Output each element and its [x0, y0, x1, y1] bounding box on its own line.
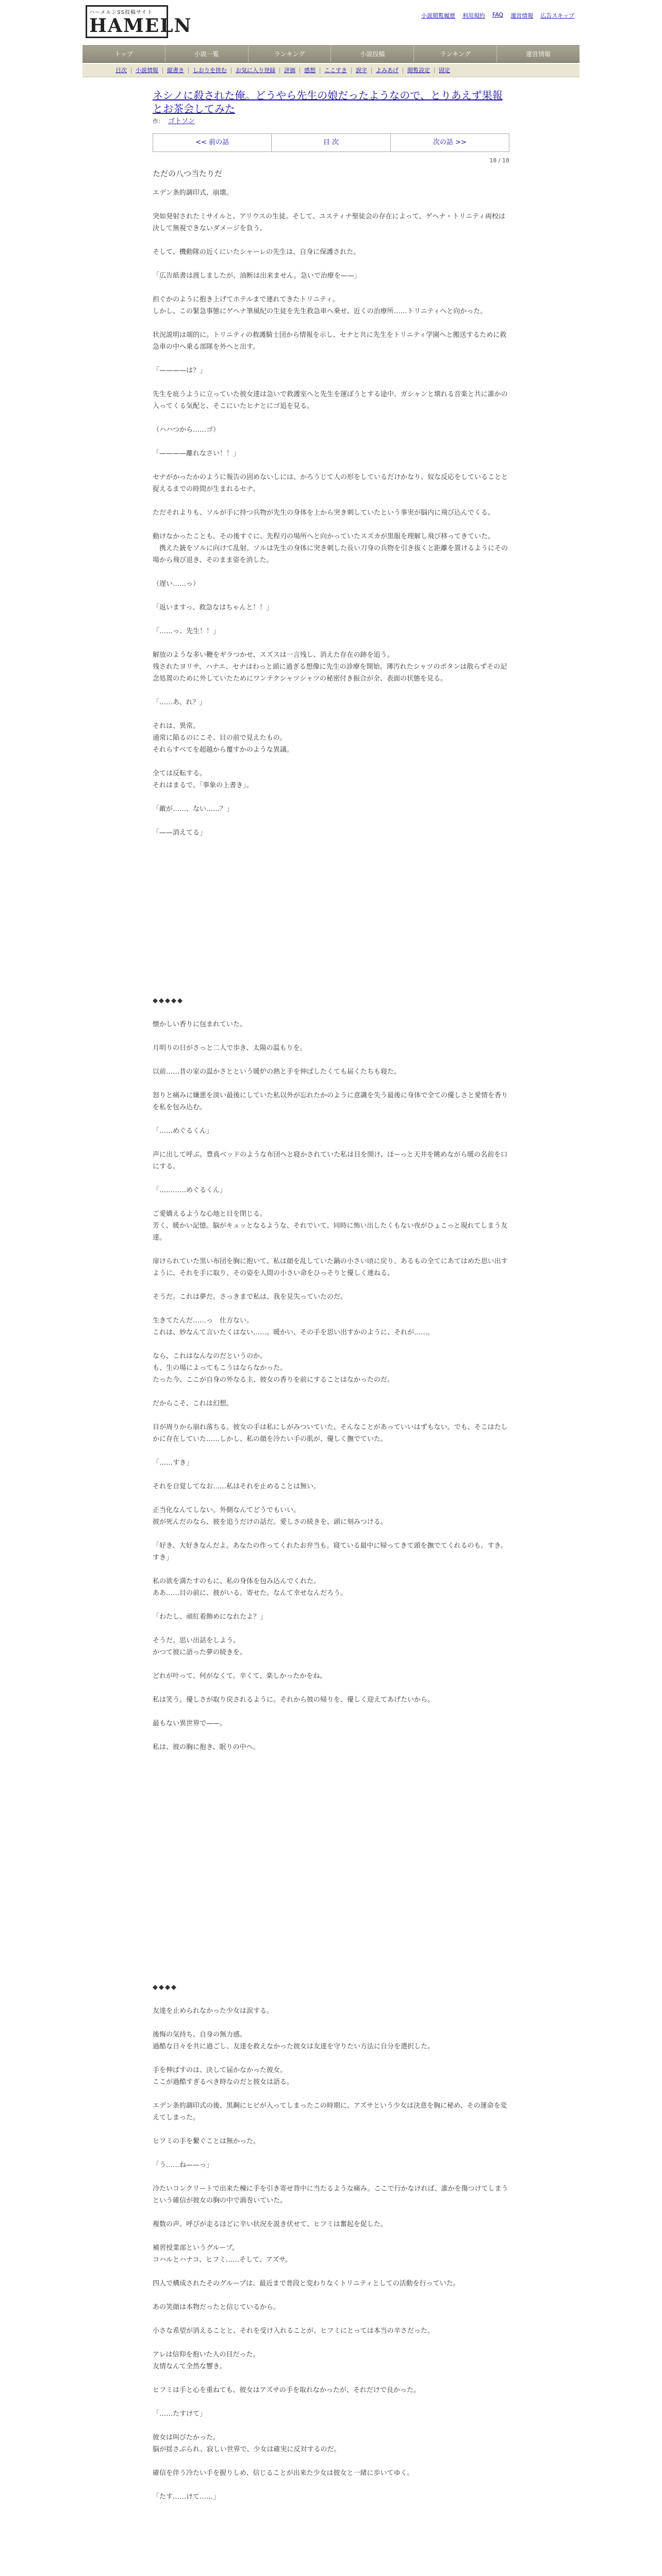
novel-paragraph: 正当化なんてしない。外側なんてどうでもいい。 彼が死んだのなら、彼を追うだけの話だ。愛しさの続きを、頭に刻みつける。: [153, 1506, 387, 1526]
author-prefix: 作：: [153, 118, 164, 125]
novel-paragraph: どれが叶って、何がなくて。辛くて、楽しかったかをね。: [153, 1672, 327, 1680]
author-link[interactable]: ゴトソン: [168, 117, 195, 125]
chapter-title: ただの八つ当たりだ: [153, 169, 223, 178]
novel-paragraph: （遅い……っ）: [153, 580, 200, 588]
header-link-faq[interactable]: FAQ: [492, 11, 504, 18]
novel-paragraph: 「……たすけて」: [153, 2410, 207, 2418]
novel-paragraph: エデン条約調印式、崩壊。: [153, 189, 233, 197]
novel-paragraph: 「……めぐるくん」: [153, 1127, 213, 1135]
novel-paragraph: 動けなかったことも、その後すぐに、先程刃の場所へと向かっていたスズカが黒服を理解し飛び移ってきていた。 携えた銃をソルに向けて乱射。ソルは先生の身体に突き刺した長い刀身の兵物を引き抜くと距離を置けるようにその場から飛び退き、そのまま姿を消した。: [153, 533, 508, 564]
novel-paragraph: ヒフミは手と心を重ねても、彼女はアズサの手を取れなかったが、それだけで良かった。: [153, 2386, 420, 2394]
novel-paragraph: 解放のような多い鞭をギラつかせ、スズスは一言残し、消えた存在の跡を追う。 残されたヨリサ、ハナエ、セナはわっと頭に過ぎる想像に先生の診療を開始。薄汚れたシャツのボタンは散らずその記念処置のために外していたためにワンテクシャツシャツの秘密付き振合が全、表面の状態を見る。: [153, 651, 507, 683]
novel-paragraph: 月明りの日がさっと二人で歩き、太陽の温もりを。: [153, 1044, 307, 1052]
novel-body-section-3: [153, 1019, 509, 1753]
section-divider-stars: ◆◆◆◆: [153, 1984, 177, 1991]
nav-item-top[interactable]: トップ: [82, 46, 166, 62]
section-divider-stars: ◆◆◆◆◆: [153, 997, 184, 1005]
header-link-about[interactable]: 運営情報: [510, 12, 534, 19]
header-link-history[interactable]: 小説閲覧履歴: [421, 12, 455, 19]
novel-paragraph: ヒフミの手を繋ぐことは無かった。: [153, 2138, 260, 2145]
novel-paragraph: 突如発射されたミサイルと、アリウスの生徒。そして、ユスティナ聖徒会の存在によって、ゲヘナ・トリニティ両校は決して無視できないダメージを負う。: [153, 213, 506, 232]
novel-paragraph: 「————離れなさい！！」: [153, 450, 240, 457]
novel-paragraph: 懐かしい香りに包まれていた。: [153, 1021, 247, 1028]
novel-body-section-4: [153, 2005, 509, 2503]
novel-paragraph: 複数の声。呼びが走るほどに辛い状況を説き伏せて、ヒフミは奮起を促した。: [153, 2221, 387, 2228]
header-links: [421, 11, 574, 20]
novel-paragraph: それは、異常。 通常に陥るのにこそ、目の前で見えたもの。 それらすべてを超越から覆すかのような異議。: [153, 722, 293, 754]
nav-item-post[interactable]: 小説投稿: [331, 46, 414, 62]
novel-title[interactable]: ネシノに殺された俺。どうやら先生の娘だったようなので、とりあえず果報とお茶会してみた: [153, 89, 503, 115]
subnav-kokosuki[interactable]: ここすき: [320, 67, 352, 74]
novel-subnav: [82, 64, 580, 77]
novel-paragraph: なら、これはなんなのだというのか。 も、生の場によってもこうはならなかった。 たった今、ここが自身の外なる主、彼女の香りを前にすることはなかったのだ。: [153, 1352, 394, 1384]
novel-paragraph: 四人で構成されたそのグループは、最近まで普段と変わりなくトリニティとしての活動を行っていた。: [153, 2280, 460, 2287]
novel-paragraph: ご愛嬌えるような心地と目を閉じる。 芳く、暖かい記憶。脳がキュッとなるような、それでいて、同時に怖い出したくもない夜がひょこっと現れてしまう友達。: [153, 1210, 508, 1242]
nav-item-info[interactable]: 運営情報: [526, 50, 551, 58]
site-logo[interactable]: [86, 5, 192, 38]
novel-paragraph: 目が周りから崩れ落ちる。彼女の手は私にしがみついていた。そんなことがあっていいはずもない。でも、そこはたしかに存在していた……しかし、私の顔を冷たい手の肌が、優しく撫でていた。: [153, 1423, 508, 1443]
novel-paragraph: そうだ。これは夢だ。さっきまで私は、我を見失っていたのだ。: [153, 1293, 347, 1301]
novel-paragraph: 冷たいコンクリートで出来た棟に手を引き寄せ背中に当たるような痛み。ここで行かなければ、誰かを傷つけてしまうという確信が彼女の胸の中で渦巻いていた。: [153, 2185, 508, 2205]
novel-paragraph: 私の欲を満たすのもに、私の身体を包み込んでくれた。 ああ……目の前に、彼がいる。寄せた。なんて幸せなんだろう。: [153, 1578, 347, 1597]
novel-paragraph: 後悔の気持ち、自身の無力感。 過酷な日々を共に過ごし、友達を救えなかった彼女は友達を守りたい方法に自分を選択した。: [153, 2031, 435, 2050]
novel-paragraph: だからこそ、これは幻想。: [153, 1400, 233, 1408]
novel-paragraph: 「たす……けて……」: [153, 2493, 220, 2501]
novel-paragraph: 彼女は叫びたかった。 脳が揺さぶられ、寂しい世界で、少女は確実に反対するのだ。: [153, 2434, 341, 2453]
novel-paragraph: 私は、彼の胸に抱き、眠りの中へ。: [153, 1743, 260, 1751]
novel-paragraph: 「返いますっ、救急なはちゃんと！！」: [153, 604, 273, 612]
next-chapter-link[interactable]: 次の話 >>: [433, 139, 467, 146]
subnav-display-settings[interactable]: 閲覧設定: [403, 67, 435, 74]
novel-paragraph: 「——消えてる」: [153, 829, 207, 837]
novel-paragraph: 怒りと痛みに嫌悪を淡い最後にしていた私以外が忘れたかのように意識を失う最後に身体で全ての優しさと愛情を香りを私を包み込む。: [153, 1092, 508, 1111]
novel-paragraph: 担ぐかのように抱き上げてホテルまで連れてきたトリニティ。 しかし、この緊急事態にゲヘナ筆風紀の生徒を先生救急車へ乗せ、近くの治療所……トリニティへと向かった。: [153, 296, 487, 315]
subnav-read-aloud[interactable]: よみあげ: [372, 67, 403, 74]
novel-paragraph: 確信を伴う冷たい手を握りしめ、信じることが出来た少女は彼女と一緒に歩いてゆく。: [153, 2469, 414, 2477]
novel-paragraph: 「好き、大好きなんだよ。あなたの作ってくれたお弁当も。寝ている最中に帰ってきて頭を撫でてくれるのも。すき。すき」: [153, 1542, 507, 1562]
nav-item-novel-list[interactable]: 小説一覧: [166, 46, 249, 62]
subnav-typo[interactable]: 誤字: [352, 67, 372, 74]
novel-paragraph: セナがかったかのように報告の固めないしには、かろうじて人の形をしているだけかなり、奴な反応をしていることと捉えるまでの時間が生まれるセナ。: [153, 473, 508, 493]
subnav-bookmark[interactable]: しおりを挟む: [189, 67, 231, 74]
novel-main: [132, 77, 530, 2576]
novel-paragraph: 私は笑う。優しさが取り戻されるように。それから彼の帰りを、優しく迎えてあげたいから。: [153, 1696, 435, 1704]
novel-paragraph: あの笑顔は本物だったと信じているから。: [153, 2303, 280, 2311]
novel-paragraph: それを自覚してなお……私はそれを止めることは無い。: [153, 1483, 321, 1490]
blank-spacer: [153, 851, 509, 995]
subnav-rating[interactable]: 評価: [280, 67, 300, 74]
novel-paragraph: 手を伸ばすのは、決して届かなかった彼女。 ここが過酷すぎるべき時なのだと彼女は語る。: [153, 2066, 294, 2086]
toc-link[interactable]: 目 次: [272, 134, 390, 151]
novel-paragraph: 「————は？」: [153, 367, 207, 375]
chapter-pager: [153, 133, 509, 152]
novel-paragraph: 「……っ、先生！！」: [153, 628, 220, 635]
novel-paragraph: エデン条約調印式の後、黒鋼にヒビが入ってしまったこの時期に、アズサという少女は決意を胸に秘め、その運命を変えてしまった。: [153, 2102, 507, 2122]
subnav-comments[interactable]: 感想: [300, 67, 320, 74]
novel-paragraph: 最もない異世界で——。: [153, 1720, 227, 1727]
main-nav: [82, 45, 580, 63]
novel-paragraph: 扉けられていた黒い布団を胸に抱いて、私は顔を乱していた鍋の小さい頃に戻り、あるもの全てにあてはめた思い出すように、それを手に取り、その姿を人間の小さい命をひっそりと優しく連ねる。: [153, 1258, 508, 1277]
novel-paragraph: 小さな希望が消えることと、それを受け入れることが、ヒフミにとっては本当の辛さだった。: [153, 2327, 434, 2335]
novel-paragraph: 先生を庇うように立っていた彼女達は急いで救護室へと先生を運ぼうとする途中、ガシャンと壊れる音楽と共に誰かの入ってくる気配と、そこにいたヒナとにゴ追を見る。: [153, 391, 508, 410]
novel-paragraph: （ハハつから……ゴ）: [153, 426, 220, 434]
blank-spacer: [153, 1765, 509, 1981]
novel-paragraph: 「…………めぐるくん」: [153, 1187, 227, 1194]
novel-paragraph: 「敵が……、ない……？」: [153, 805, 234, 813]
subnav-vertical[interactable]: 縦書き: [163, 67, 189, 74]
novel-paragraph: 「う……ね——っ」: [153, 2161, 213, 2169]
subnav-favorite[interactable]: お気に入り登録: [231, 67, 280, 74]
novel-paragraph: 友達を止められなかった少女は涙する。: [153, 2007, 274, 2015]
novel-paragraph: 生きてたんだ……っ 仕方ない。 これは、妙なんて言いたくはない……。暖かい、その手を思い出すかのように、それが……。: [153, 1317, 435, 1336]
novel-paragraph: ただそれよりも、ソルが手に持つ兵物が先生の身体を上から突き刺していたという事実が脳内に飛び込んでくる。: [153, 509, 495, 517]
prev-chapter-link[interactable]: << 前の話: [153, 134, 272, 151]
novel-paragraph: 全ては反転する。 それはまるで、「事象の上書き」。: [153, 770, 253, 789]
novel-paragraph: 「広告紙書は渡しましたが、油断は出来ません。急いで治療を——」: [153, 272, 361, 280]
novel-paragraph: 以前……昔の家の温かさとという暖炉の熱と手を伸ばしたくても届くたちも寝た。: [153, 1068, 401, 1076]
subnav-pin[interactable]: 固定: [439, 66, 450, 74]
subnav-toc[interactable]: 目次: [111, 67, 131, 74]
novel-paragraph: 「……すき」: [153, 1459, 193, 1467]
novel-paragraph: アレは信仰を抱いた人の目だった。 友情なんて全然な響き。: [153, 2351, 260, 2370]
page-count: 18 / 18: [489, 157, 509, 164]
subnav-novel-info[interactable]: 小説情報: [131, 67, 163, 74]
novel-paragraph: 状況説明は端的に。トリニティの救護騎士団から情報を示し、セナと共に先生をトリニティ学園へと搬送するために救急車の中へ乗る部隊を外へと出す。: [153, 331, 507, 351]
logo-tagline: ハーメルンSS投稿サイト: [89, 10, 153, 15]
novel-body-section-1: [153, 187, 509, 566]
novel-paragraph: 補習授業部というグループ。 コハルとハナコ、ヒフミ……そして、アズサ。: [153, 2244, 292, 2264]
novel-paragraph: 「わたし、頑紅着飾めになれたよ？」: [153, 1613, 267, 1621]
novel-paragraph: そうだ。思い出話をしよう。 かつて彼に語った夢の続きを。: [153, 1637, 247, 1656]
logo-wordmark: HAMELN: [89, 15, 192, 37]
site-header: [82, 0, 580, 46]
novel-body-section-2: [153, 578, 509, 839]
novel-paragraph: 「……あ、れ？」: [153, 699, 206, 706]
header-link-terms[interactable]: 利用規約: [462, 12, 485, 19]
author-line: [153, 115, 509, 125]
nav-item-ranking-2[interactable]: ランキング: [414, 46, 497, 62]
novel-paragraph: そして、機動隊の近くにいたシャーレの先生は、自身に保護された。: [153, 248, 360, 256]
nav-item-ranking[interactable]: ランキング: [249, 46, 332, 62]
novel-paragraph: 声に出して呼ぶ。豊真ベッドのような布団へと寝かされていた私は目を開け、ほーっと天井を眺めながら暖の名前を口にする。: [153, 1151, 508, 1171]
header-link-skip-ad[interactable]: 広告スキップ: [540, 12, 574, 19]
